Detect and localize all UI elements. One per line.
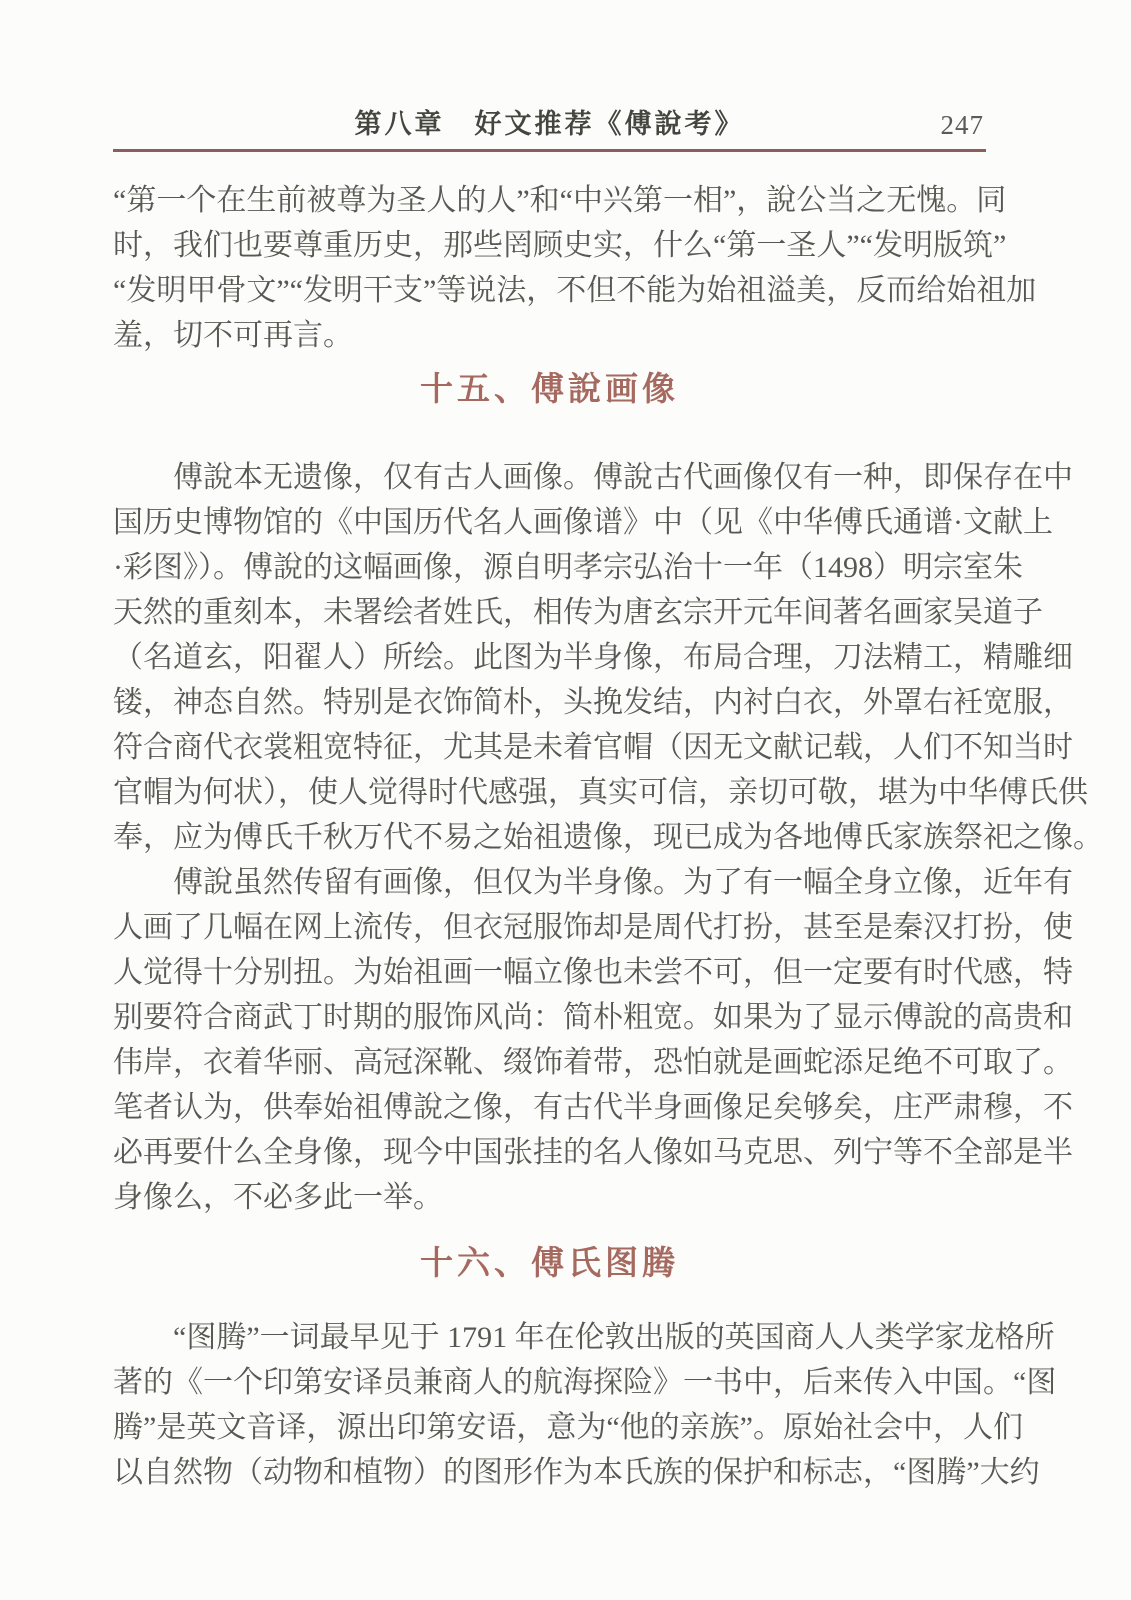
text-line: 官帽为何状），使人觉得时代感强，真实可信，亲切可敬，堪为中华傅氏供 bbox=[113, 776, 1088, 809]
text-line: 身像么，不必多此一举。 bbox=[113, 1181, 443, 1214]
text-line: 腾”是英文音译，源出印第安语，意为“他的亲族”。原始社会中，人们 bbox=[113, 1411, 1023, 1444]
header-rule bbox=[113, 149, 986, 152]
text-line: 以自然物（动物和植物）的图形作为本氏族的保护和标志，“图腾”大约 bbox=[113, 1456, 1040, 1489]
text-line: ·彩图》）。傅說的这幅画像，源自明孝宗弘治十一年（1498）明宗室朱 bbox=[113, 551, 1023, 584]
text-line: 人画了几幅在网上流传，但衣冠服饰却是周代打扮，甚至是秦汉打扮，使 bbox=[113, 911, 1073, 944]
text-line: 符合商代衣裳粗宽特征，尤其是未着官帽（因无文献记载，人们不知当时 bbox=[113, 731, 1073, 764]
text-line: 时，我们也要尊重历史，那些罔顾史实，什么“第一圣人”“发明版筑” bbox=[113, 229, 1007, 262]
text-line: 别要符合商武丁时期的服饰风尚：简朴粗宽。如果为了显示傅說的高贵和 bbox=[113, 1001, 1073, 1034]
body-text bbox=[113, 178, 1103, 1495]
page-header bbox=[113, 106, 986, 142]
text-line: 镂，神态自然。特别是衣饰简朴，头挽发结，内衬白衣，外罩右衽宽服， bbox=[113, 686, 1073, 719]
text-line: “第一个在生前被尊为圣人的人”和“中兴第一相”，說公当之无愧。同 bbox=[113, 184, 1007, 217]
text-line: （名道玄，阳翟人）所绘。此图为半身像，布局合理，刀法精工，精雕细 bbox=[113, 641, 1073, 674]
section-15-paragraph-1 bbox=[113, 455, 1103, 860]
text-line: 奉，应为傅氏千秋万代不易之始祖遗像，现已成为各地傅氏家族祭祀之像。 bbox=[113, 821, 1103, 854]
text-line: 国历史博物馆的《中国历代名人画像谱》中（见《中华傅氏通谱·文献上 bbox=[113, 506, 1053, 539]
text-line: 必再要什么全身像，现今中国张挂的名人像如马克思、列宁等不全部是半 bbox=[113, 1136, 1073, 1169]
text-line: 人觉得十分别扭。为始祖画一幅立像也未尝不可，但一定要有时代感，特 bbox=[113, 956, 1073, 989]
section-15-paragraph-2 bbox=[113, 860, 1073, 1220]
section-heading-16: 十六、傅氏图腾 bbox=[420, 1244, 679, 1281]
section-heading-15: 十五、傅說画像 bbox=[420, 370, 679, 407]
text-line: 笔者认为，供奉始祖傅說之像，有古代半身画像足矣够矣，庄严肃穆，不 bbox=[113, 1091, 1073, 1124]
page-number: 247 bbox=[940, 110, 984, 140]
text-line: 傅說虽然传留有画像，但仅为半身像。为了有一幅全身立像，近年有 bbox=[173, 866, 1073, 899]
text-line: 伟岸，衣着华丽、高冠深靴、缀饰着带，恐怕就是画蛇添足绝不可取了。 bbox=[113, 1046, 1073, 1079]
text-line: 傅說本无遗像，仅有古人画像。傅說古代画像仅有一种，即保存在中 bbox=[173, 461, 1073, 494]
chapter-title: 第八章 好文推荐《傅說考》 bbox=[354, 109, 745, 139]
intro-paragraph bbox=[113, 178, 1037, 358]
section-16-paragraph-1 bbox=[113, 1315, 1057, 1495]
text-line: 天然的重刻本，未署绘者姓氏，相传为唐玄宗开元年间著名画家吴道子 bbox=[113, 596, 1043, 629]
text-line: 羞，切不可再言。 bbox=[113, 319, 353, 352]
text-line: “图腾”一词最早见于 1791 年在伦敦出版的英国商人人类学家龙格所 bbox=[173, 1321, 1055, 1354]
text-line: “发明甲骨文”“发明干支”等说法，不但不能为始祖溢美，反而给始祖加 bbox=[113, 274, 1037, 307]
text-line: 著的《一个印第安译员兼商人的航海探险》一书中，后来传入中国。“图 bbox=[113, 1366, 1057, 1399]
